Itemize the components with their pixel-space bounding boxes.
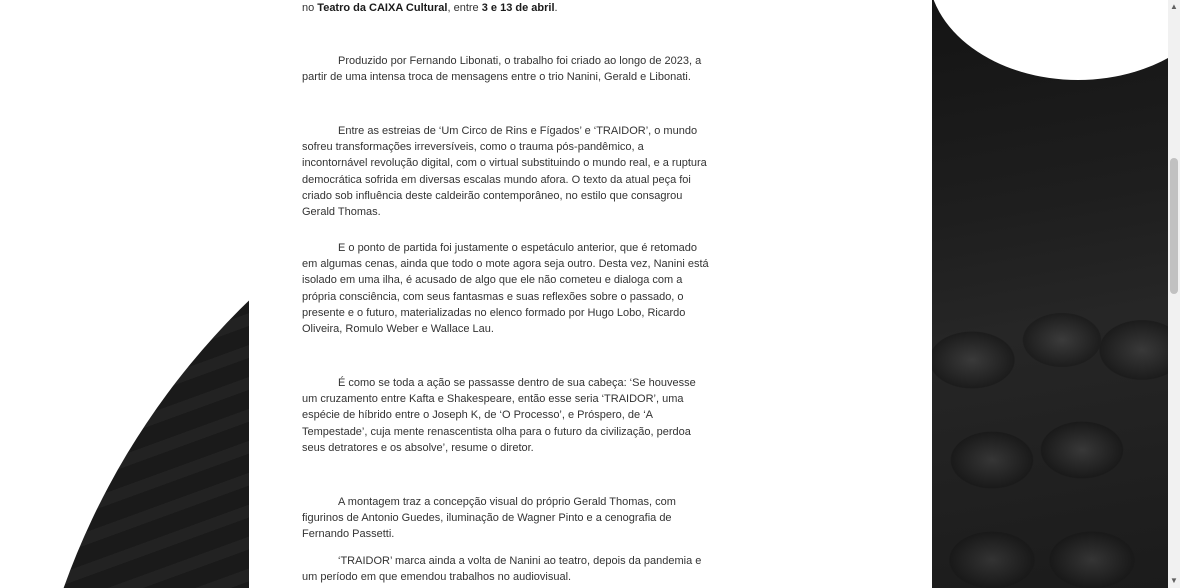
paragraph-text: Entre as estreias de ‘Um Circo de Rins e Fígados’ e ‘TRAIDOR’, o mundo sofreu transformações irreversíveis, como o trauma pós-pandêmico, a incontornável revolução digital, com o virtual substituindo o mundo real, e a ruptura democrática sofrida em diversas escalas mundo afora. O texto da atual peça foi criado sob influência deste caldeirão contemporâneo, no estilo que consagrou Gerald Thomas. [302, 125, 707, 219]
background-disc [20, 90, 249, 588]
intro-prefix: no [302, 2, 318, 14]
background-right-image [932, 0, 1168, 588]
paragraph-text: A montagem traz a concepção visual do próprio Gerald Thomas, com figurinos de Antonio Guedes, iluminação de Wagner Pinto e a cenografia de Fernando Passetti. [302, 496, 676, 541]
intro-suffix: . [554, 2, 558, 14]
intro-venue: Teatro da CAIXA Cultural [317, 2, 448, 14]
scroll-down-icon[interactable]: ▼ [1170, 576, 1178, 585]
paragraph-text: Produzido por Fernando Libonati, o trabalho foi criado ao longo de 2023, a partir de uma intensa troca de mensagens entre o trio Nanini, Gerald e Libonati. [302, 55, 702, 84]
paragraph-1 [302, 53, 712, 85]
intro-dates: 3 e 13 de abril [481, 2, 555, 14]
paragraph-5 [302, 494, 682, 543]
paragraph-2 [302, 123, 712, 220]
paragraph-text: ‘TRAIDOR’ marca ainda a volta de Nanini ao teatro, depois da pandemia e um período em que emendou trabalhos no audiovisual. [302, 555, 702, 584]
vertical-scrollbar[interactable] [1168, 0, 1180, 588]
intro-middle: , entre [447, 2, 482, 14]
paragraph-6 [302, 553, 712, 585]
scrollbar-thumb[interactable] [1170, 158, 1178, 294]
background-left-image [0, 0, 249, 588]
article-body [249, 0, 932, 588]
paragraph-text: E o ponto de partida foi justamente o espetáculo anterior, que é retomado em algumas cenas, ainda que todo o mote agora seja outro. Desta vez, Nanini está isolado em uma ilha, é acusado de algo que ele não cometeu e dialoga com a própria consciência, com seus fantasmas e suas reflexões sobre o passado, o presente e o futuro, materializadas no elenco formado por Hugo Lobo, Ricardo Oliveira, Romulo Weber e Wallace Lau. [302, 242, 709, 336]
paragraph-3 [302, 240, 712, 337]
paragraph-text: É como se toda a ação se passasse dentro de sua cabeça: ‘Se houvesse um cruzamento entre Kafta e Shakespeare, então esse seria ‘TRAIDOR’, uma espécie de híbrido entre o Joseph K, de ‘O Processo’, e Próspero, de ‘A Tempestade’, cuja mente renascentista olha para o futuro da civilização, perdoa seus detratores e os absolve’, resume o diretor. [302, 377, 696, 454]
scroll-up-icon[interactable]: ▲ [1170, 2, 1178, 11]
background-highlight [928, 0, 1180, 80]
intro-line [302, 0, 712, 16]
paragraph-4 [302, 375, 712, 456]
